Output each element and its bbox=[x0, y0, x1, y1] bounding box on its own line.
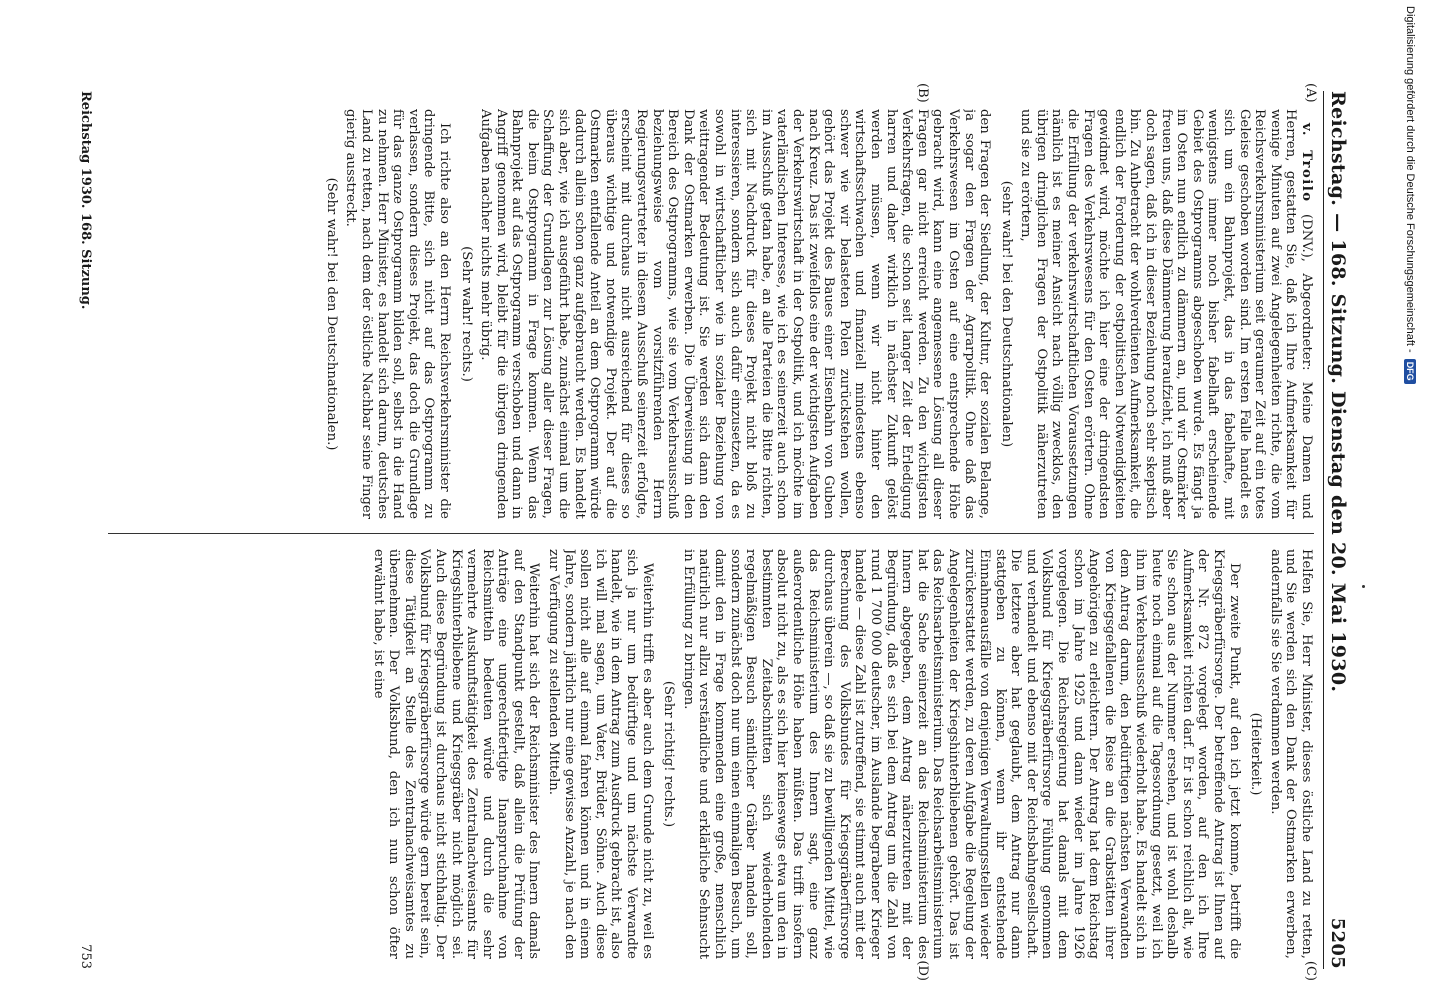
paragraph: Der zweite Punkt, auf den ich jetzt komme, betrifft die Kriegsgräberfürsorge. Der betreffende Antrag ist Ihnen auf der Nr. 872 vorgelegt worden, auf den ich Ihre Aufmerksamkeit richten darf. Er ist schon reichlich alt, wie Sie schon aus der Nummer ersehen, und ist wohl deshalb heute noch einmal auf die Tagesordnung gesetzt, weil ich ihn im Verkehrsausschuß wiederholt habe. Es handelt sich in dem Antrag darum, den bedürftigen nächsten Verwandten von Kriegsgefallenen die Reise an die Grabstätten ihrer Angehörigen zu erleichtern. Der Antrag hat dem Reichstag schon im Jahre 1925 und dann wieder im Jahre 1926 vorgelegen. Die Reichsregierung hat damals mit dem Volksbund für Kriegsgräberfürsorge Fühlung genommen und verhandelt und ebenso mit der Reichsbahngesellschaft. Die letztere aber hat geglaubt, dem Antrag nur dann stattgeben zu können, wenn ihr entstehende Einnahmeausfälle von denjenigen Verwaltungsstellen wieder zurückerstattet werden, zu deren Aufgabe die Regelung der Angelegenheiten der Kriegshinterbliebenen gehört. Das ist das Reichsarbeitsministerium. Das Reichsarbeitsministerium hat die Sache seinerzeit an das Reichsministerium des Innern abgegeben, dem Antrag näherzutreten mit der Begründung, daß es sich bei dem Antrag um die Zahl von rund 1 700 000 deutscher, im Auslande begrabener Krieger handele — diese Zahl ist zutreffend, sie stimmt auch mit der Berechnung des Volksbundes für Kriegsgräberfürsorge durchaus überein —, so daß sie zu bewilligenden Mittel, wie das Reichsministerium des Innern sagt, eine ganz außerordentliche Höhe haben müßten. Das trifft insofern absolut nicht zu, als es sich hier keineswegs etwa um den in bestimmten Zeitabschnitten sich wiederholenden regelmäßigen Besuch sämtlicher Gräber handeln soll, sondern zunächst doch nur um einen einmaligen Besuch, um damit den in Frage kommenden eine große, menschlich natürlich nur allzu verständliche und erklärliche Sehnsucht in Erfüllung zu bringen. bbox=[680, 549, 1242, 959]
margin-marker-a: (A) bbox=[1303, 83, 1318, 103]
scanned-page bbox=[68, 75, 1358, 985]
interjection: (Sehr wahr! rechts.) bbox=[458, 246, 474, 382]
right-column bbox=[108, 549, 1314, 959]
dfg-logo: DFG bbox=[1404, 359, 1416, 384]
paragraph-text: (DNV.), Abgeordneter: Meine Damen und Herren, gestatten Sie, daß ich Ihre Aufmerksamkeit für wenige Minuten auf zwei Angelegenheiten richte, die vom Reichsverkehrsministerium seit geraumer Zeit auf ein totes Geleise geschoben worden sind. Im ersten Falle handelt es sich um ein Bahnprojekt, das in das fabelhafte, mit wenigstens immer noch bisher fabelhaft erscheinende Gebiet des Ostprogramms abgeschoben wurde. Es fängt ja im Osten nun endlich zu dämmern an, und wir Ostmärker freuen uns, daß diese Dämmerung heraufzieht, ich muß aber doch sagen, daß ich in dieser Beziehung noch sehr skeptisch bin. Zu Anbetracht der wohlverdienten Aufmerksamkeit, die endlich der Forderung der ostpolitischen Notwendigkeiten gewidmet wird, möchte ich hier eine der dringendsten Fragen des Verkehrswesens für den Osten erörtern. Ohne die Erfüllung der verkehrswirtschaftlichen Voraussetzungen nämlich ist es meiner Ansicht nach völlig zwecklos, den übrigen dringlichen Fragen der Ostpolitik näherzutreten und sie zu erörtern, bbox=[1018, 109, 1314, 519]
column-divider bbox=[108, 533, 1314, 534]
speech-intro bbox=[1018, 109, 1314, 519]
footer-session: Reichstag 1930. 168. Sitzung. bbox=[78, 91, 94, 310]
scan-speck bbox=[1362, 585, 1365, 588]
left-column bbox=[108, 109, 1314, 519]
margin-marker-d: (D) bbox=[915, 960, 930, 981]
paragraph: Weiterhin hat sich der Reichsminister des Innern damals auf den Standpunkt gestellt, daß allein die Prüfung der Anträge eine ungerechtfertigte Inanspruchnahme von Reichsmitteln bedeuten würde und durch die sehr vermehrte Auskunftstätigkeit des Zentralnachweisamts für Kriegshinterbliebene und Kriegsgräber nicht möglich sei. Auch diese Begründung ist durchaus nicht stichhaltig. Der Volksbund für Kriegsgräberfürsorge würde gern bereit sein, diese Tätigkeit an Stelle des Zentralnachweisamtes zu übernehmen. Der Volksbund, den ich nun schon öfter erwähnt habe, ist eine bbox=[370, 549, 542, 959]
digitization-credit bbox=[1402, 6, 1418, 996]
paragraph: den Fragen der Siedlung, der Kultur, der sozialen Belange, ja sogar den Fragen der Agrarpolitik. Ohne daß das Verkehrswesen im Osten auf eine entsprechende Höhe gebracht wird, kann eine angemessene Lösung all dieser Fragen gar nicht erreicht werden. Zu den wichtigsten Verkehrsfragen, die schon seit langer Zeit der Erledigung harren und daher wirklich in nächster Zukunft gelöst werden müssen, wenn wir nicht hinter den wirtschaftsschwachen und finanziell mindestens ebenso schwer wie wir belasteten Polen zurückstehen wollen, gehört das Projekt des Baues einer Eisenbahn von Guben nach Kreuz. Das ist zweifellos eine der wichtigsten Aufgaben der Verkehrswirtschaft in der Ostpolitik, und ich möchte im vaterländischen Interesse, wie ich es seinerzeit auch schon im Ausschuß getan habe, an alle Parteien die Bitte richten, sich mit Nachdruck für dieses Projekt nicht bloß zu interessieren, sondern sich auch dafür einzusetzen, da es sowohl in wirtschaftlicher wie in sozialer Beziehung von weittragender Bedeutung ist. Sie werden sich dann den Dank der Ostmarken erwerben. Die Überweisung in den Bereich des Ostprogramms, wie sie vom Verkehrsausschuß beziehungsweise vom vorsitzführenden Herrn Regierungsvertreter in diesem Ausschuß seinerzeit erfolgte, erscheint mit durchaus nicht ausreichend für dieses so überaus wichtige und notwendige Projekt. Der auf die Ostmarken entfallende Anteil an dem Ostprogramm würde dadurch allein schon ganz aufgebraucht werden. Es handelt sich aber, wie ich ausgeführt habe, zunächst einmal um die Schaffung der Grundlagen zur Lösung aller dieser Fragen, die beim Ostprogramm in Frage kommen. Wenn das Bahnprojekt auf das Ostprogramm verschoben und dann in Angriff genommen wird, bleibt für die übrigen dringenden Aufgaben nachher nichts mehr übrig. bbox=[478, 109, 993, 519]
interjection: (Sehr wahr! bei den Deutschnationalen.) bbox=[323, 177, 339, 451]
paragraph: Ich richte also an den Herrn Reichsverkehrsminister die dringende Bitte, sich nicht auf das Ostprogramm zu verlassen, sondern dieses Projekt, das doch die Grundlage für das ganze Ostprogramm bilden soll, selbst in die Hand zu nehmen. Herr Minister, es handelt sich darum, deutsches Land zu retten, nach dem der östliche Nachbar seine Finger gierig ausstreckt. bbox=[343, 109, 452, 519]
interjection: (Sehr richtig! rechts.) bbox=[661, 680, 677, 828]
paragraph: Weiterhin trifft es aber auch dem Grunde nicht zu, weil es sich ja nur um bedürftige und um nächste Verwandte handelt, wie in dem Antrag zum Ausdruck gebracht ist, also ich will mal sagen, um Vater, Brüder, Söhne. Auch diese sollen nicht alle auf einmal fahren können und in einem Jahre, sondern jährlich nur eine gewisse Anzahl, je nach den zur Verfügung zu stellenden Mitteln. bbox=[546, 549, 655, 959]
interjection: (sehr wahr! bei den Deutschnationalen) bbox=[998, 180, 1014, 448]
digitization-credit-text: Digitalisierung gefördert durch die Deutsche Forschungsgemeinschaft - bbox=[1404, 6, 1416, 353]
margin-marker-c: (C) bbox=[1303, 960, 1318, 981]
margin-marker-b: (B) bbox=[915, 83, 930, 103]
speaker-name: v. Troilo bbox=[1299, 123, 1314, 203]
page-number: 5205 bbox=[1327, 917, 1349, 969]
page-header bbox=[1323, 91, 1352, 969]
paragraph: Helfen Sie, Herr Minister, dieses östliche Land zu retten, und Sie werden sich den Dank der Ostmarken erwerben, andernfalls sie Sie verdammen werden. bbox=[1267, 549, 1314, 959]
footer-page-number: 753 bbox=[78, 944, 94, 969]
interjection: (Heiterkeit.) bbox=[1248, 712, 1264, 796]
page-header-title: Reichstag. — 168. Sitzung. Dienstag den 20. Mai 1930. bbox=[1327, 91, 1349, 693]
page-footer bbox=[76, 91, 96, 969]
